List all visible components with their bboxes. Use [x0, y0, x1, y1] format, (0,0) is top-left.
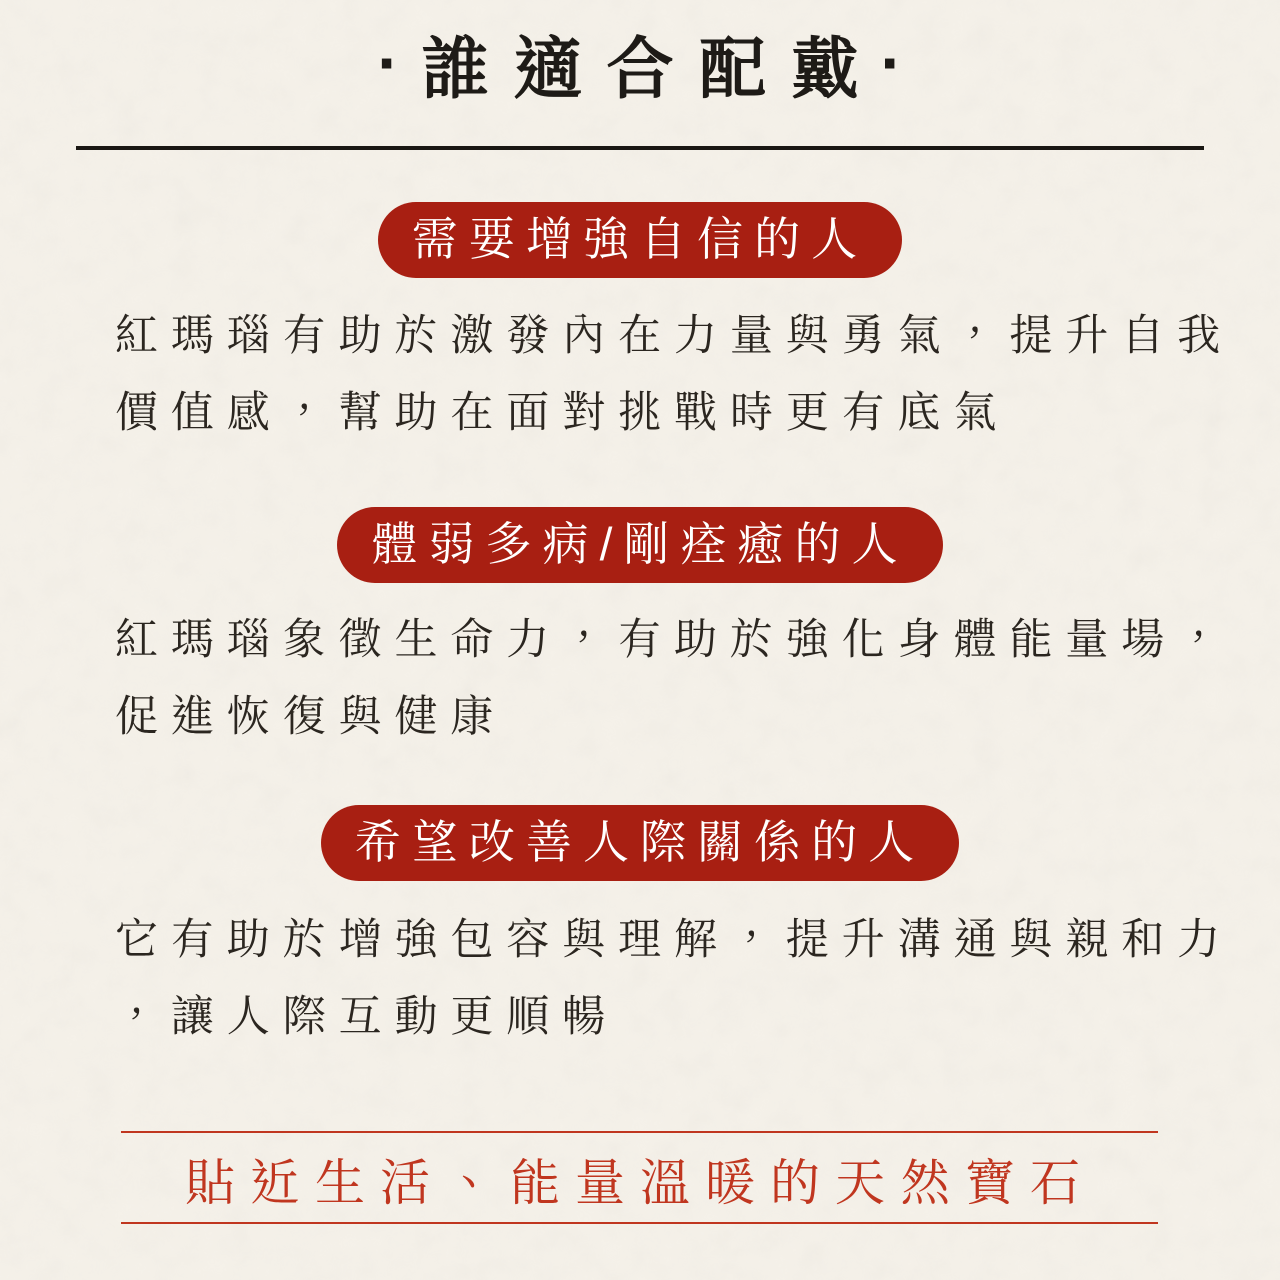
- section-paragraph-confidence: [115, 298, 1233, 452]
- page-title-text: 誰適合配戴: [421, 32, 884, 107]
- section-relationships: [0, 805, 1280, 881]
- section-confidence: [0, 202, 1280, 278]
- section-badge-confidence: 需要增強自信的人: [378, 202, 902, 278]
- section-badge-health: 體弱多病/剛痊癒的人: [337, 507, 942, 583]
- paragraph-line: 紅瑪瑙有助於激發內在力量與勇氣，提升自我: [115, 312, 1233, 360]
- page-title: [0, 22, 1280, 118]
- section-badge-relationships: 希望改善人際關係的人: [321, 805, 959, 881]
- footer-rule-bottom: [121, 1222, 1158, 1224]
- footer-rule-top: [121, 1131, 1158, 1133]
- paragraph-line: 價值感，幫助在面對挑戰時更有底氣: [115, 389, 1010, 437]
- section-health: [0, 507, 1280, 583]
- paragraph-line: ，讓人際互動更順暢: [115, 993, 619, 1041]
- title-divider: [76, 146, 1204, 150]
- section-paragraph-health: [115, 602, 1233, 756]
- title-dot-left-icon: ·: [377, 26, 400, 101]
- footer-tagline: 貼近生活、能量溫暖的天然寶石: [185, 1155, 1095, 1211]
- section-paragraph-relationships: [115, 902, 1233, 1056]
- paragraph-line: 它有助於增強包容與理解，提升溝通與親和力: [115, 916, 1233, 964]
- paragraph-line: 紅瑪瑙象徵生命力，有助於強化身體能量場，: [115, 616, 1233, 664]
- paragraph-line: 促進恢復與健康: [115, 693, 507, 741]
- title-dot-right-icon: ·: [880, 26, 903, 101]
